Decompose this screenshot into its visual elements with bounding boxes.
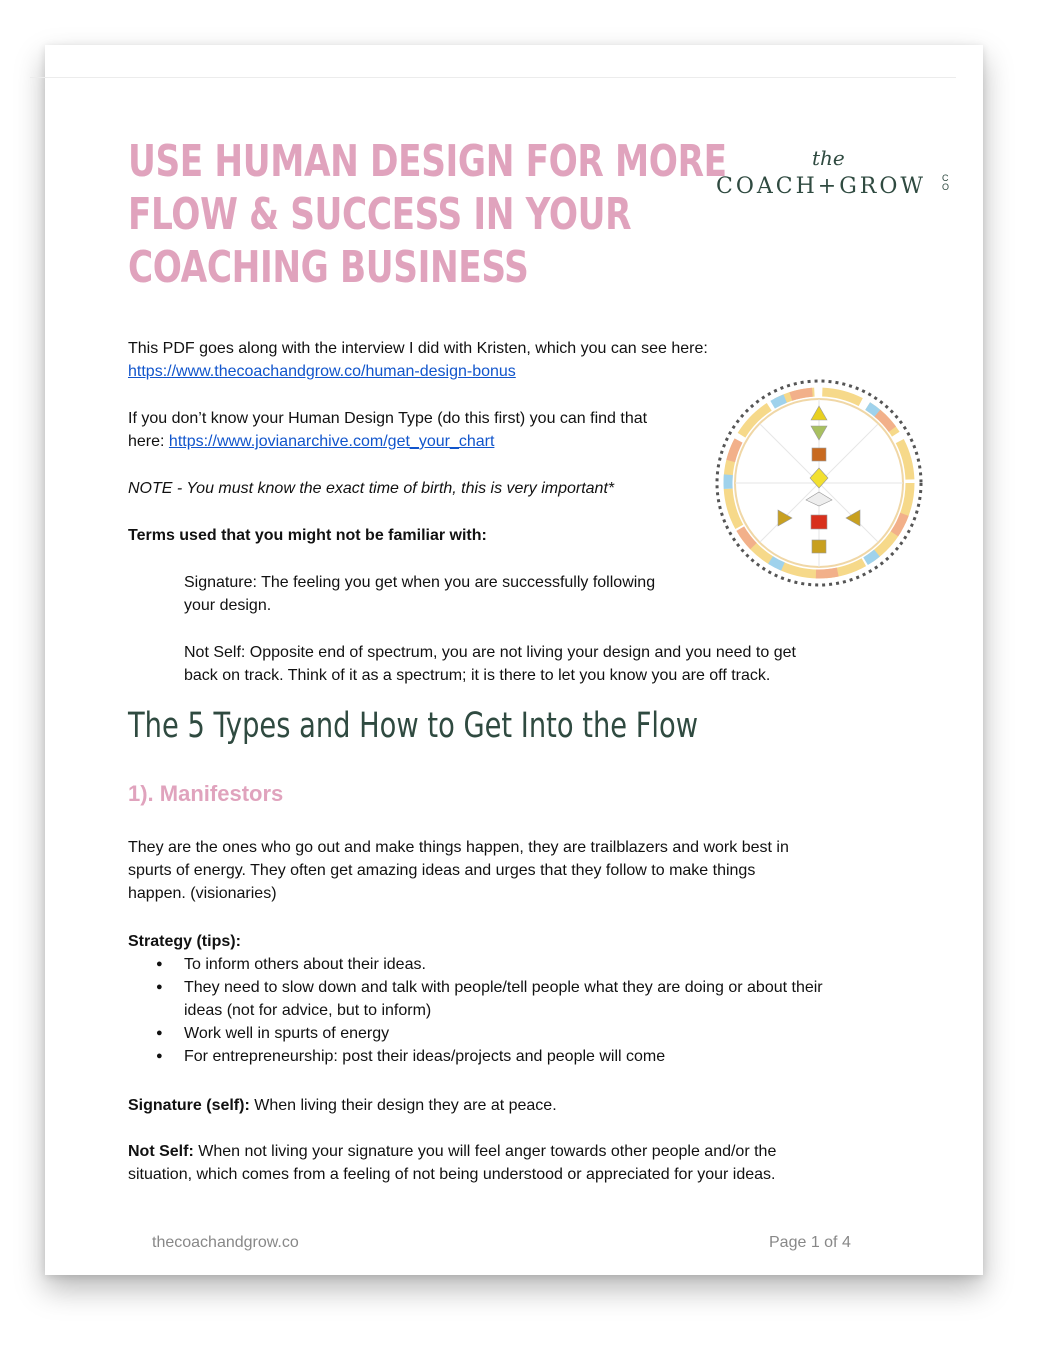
logo-name: COACH+GROW — [716, 174, 926, 199]
chart-link[interactable]: https://www.jovianarchive.com/get_your_chart — [168, 433, 495, 450]
manifestors-desc-3: happen. (visionaries) — [128, 885, 277, 902]
birth-time-note: NOTE - You must know the exact time of birth, this is very important* — [128, 480, 615, 497]
not-self-term-1: Not Self: Opposite end of spectrum, you are not living your design and you need to get — [184, 644, 796, 661]
not-self-line-1: Not Self: When not living your signature you will feel anger towards other people and/or the — [128, 1143, 777, 1160]
document-title: USE HUMAN DESIGN FOR MORE FLOW & SUCCESS IN YOUR COACHING BUSINESS — [128, 136, 727, 293]
intro-link-line — [128, 360, 516, 383]
coach-grow-logo — [716, 146, 956, 206]
intro-text: This PDF goes along with the interview I did with Kristen, which you can see here: — [128, 340, 708, 357]
footer-page-number: Page 1 of 4 — [769, 1234, 851, 1251]
type-info-line1: If you don’t know your Human Design Type (do this first) you can find that — [128, 410, 648, 427]
list-item: ● They need to slow down and talk with people/tell people what they are doing or about their ideas (not for advice, but to inform) — [128, 976, 848, 1022]
types-section-heading: The 5 Types and How to Get Into the Flow — [128, 706, 699, 746]
manifestors-desc-2: spurts of energy. They often get amazing ideas and urges that they follow to make things — [128, 862, 756, 879]
strategy-list — [128, 953, 848, 1068]
header-rule — [30, 77, 956, 78]
manifestors-heading: 1). Manifestors — [128, 781, 284, 806]
not-self-line-2: situation, which comes from a feeling of not being understood or appreciated for your ideas. — [128, 1166, 776, 1183]
signature-line: Signature (self): When living their design they are at peace. — [128, 1097, 557, 1114]
logo-the: the — [812, 146, 845, 170]
list-item: ● Work well in spurts of energy — [128, 1022, 848, 1045]
list-item: ● For entrepreneurship: post their ideas/projects and people will come — [128, 1045, 848, 1068]
list-item: ● To inform others about their ideas. — [128, 953, 848, 976]
human-design-chart-image — [708, 376, 930, 590]
logo-co: CO — [942, 173, 950, 192]
terms-heading: Terms used that you might not be familiar with: — [128, 527, 487, 544]
not-self-term-2: back on track. Think of it as a spectrum; it is there to let you know you are off track. — [184, 667, 771, 684]
strategy-label: Strategy (tips): — [128, 933, 241, 950]
bonus-link[interactable]: https://www.thecoachandgrow.co/human-design-bonus — [128, 363, 516, 380]
footer-site: thecoachandgrow.co — [152, 1234, 299, 1251]
signature-term-2: your design. — [184, 597, 272, 614]
signature-term-1: Signature: The feeling you get when you are successfully following — [184, 574, 656, 591]
type-info-line2: here: https://www.jovianarchive.com/get_your_chart — [128, 433, 495, 450]
manifestors-desc-1: They are the ones who go out and make things happen, they are trailblazers and work best in — [128, 839, 789, 856]
